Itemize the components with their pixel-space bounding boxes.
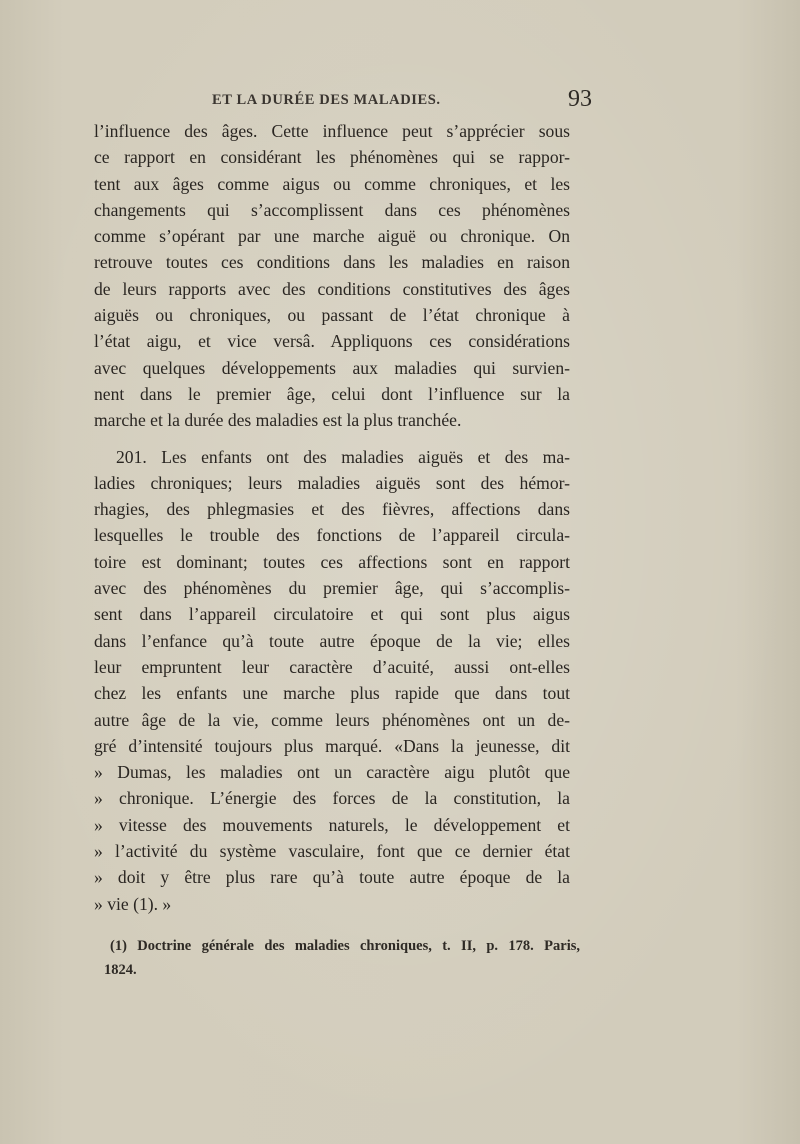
body-text [94,118,570,917]
page-number: 93 [568,86,592,112]
footnote-line: 1824. [104,962,137,978]
text-line: l’état aigu, et vice versâ. Appliquons ces considérations [94,331,570,352]
text-line: lesquelles le trouble des fonctions de l’appareil circula- [94,525,570,546]
text-line: de leurs rapports avec des conditions constitutives des âges [94,278,570,299]
text-line: sent dans l’appareil circulatoire et qui sont plus aigus [94,604,570,625]
text-line: » chronique. L’énergie des forces de la constitution, la [94,788,570,809]
paragraph-gap [94,434,570,444]
paragraph-2 [94,444,570,917]
footnote [104,934,580,982]
text-line: chez les enfants une marche plus rapide que dans tout [94,683,570,704]
text-line: leur empruntent leur caractère d’acuité, aussi ont-elles [94,656,570,677]
text-line: dans l’enfance qu’à toute autre époque de la vie; elles [94,630,570,651]
text-line: » l’activité du système vasculaire, font que ce dernier état [94,841,570,862]
text-line: marche et la durée des maladies est la plus tranchée. [94,410,462,431]
text-line: nent dans le premier âge, celui dont l’influence sur la [94,383,570,404]
text-line: avec quelques développements aux maladies qui survien- [94,357,570,378]
text-line: » vitesse des mouvements naturels, le développement et [94,814,570,835]
text-line: aiguës ou chroniques, ou passant de l’état chronique à [94,305,570,326]
text-line: avec des phénomènes du premier âge, qui s’accomplis- [94,578,570,599]
text-line: rhagies, des phlegmasies et des fièvres, affections dans [94,499,570,520]
page-header [212,88,592,118]
text-line: l’influence des âges. Cette influence peut s’apprécier sous [94,121,570,141]
text-line: gré d’intensité toujours plus marqué. «Dans la jeunesse, dit [94,735,570,756]
text-line: comme s’opérant par une marche aiguë ou chronique. On [94,226,570,247]
paragraph-1 [94,118,570,434]
running-title: ET LA DURÉE DES MALADIES. [212,92,441,108]
text-line: retrouve toutes ces conditions dans les maladies en raison [94,252,570,273]
footnote-line: (1) Doctrine générale des maladies chroniques, t. II, p. 178. Paris, [110,938,580,954]
text-line: » doit y être plus rare qu’à toute autre époque de la [94,867,570,888]
text-line: changements qui s’accomplissent dans ces phénomènes [94,199,570,220]
text-line: » vie (1). » [94,893,172,914]
text-line: autre âge de la vie, comme leurs phénomènes ont un de- [94,709,570,730]
text-line: 201. Les enfants ont des maladies aiguës et des ma- [116,446,570,467]
text-line: ladies chroniques; leurs maladies aiguës sont des hémor- [94,472,570,493]
text-line: tent aux âges comme aigus ou comme chroniques, et les [94,173,570,194]
text-line: » Dumas, les maladies ont un caractère aigu plutôt que [94,762,570,783]
text-line: toire est dominant; toutes ces affections sont en rapport [94,551,570,572]
text-line: ce rapport en considérant les phénomènes qui se rappor- [94,147,570,168]
